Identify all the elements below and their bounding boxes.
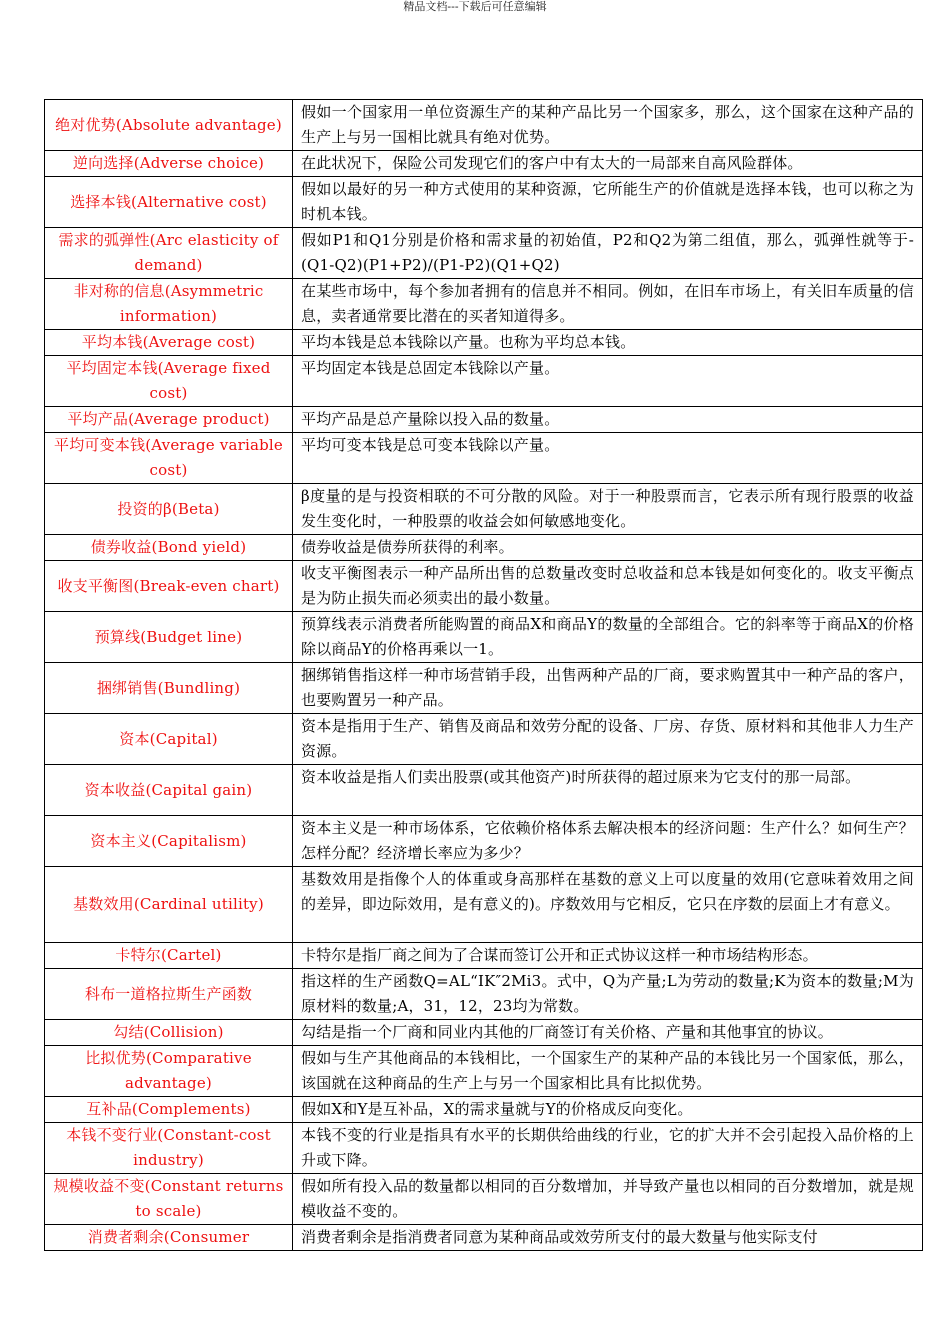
table-row [45,1123,923,1174]
table-row [45,407,923,433]
term-cell: 投资的β(Beta) [45,484,293,535]
table-row [45,561,923,612]
definition-cell: 指这样的生产函数Q=AL“IK″2Mi3。式中，Q为产量;L为劳动的数量;K为资本的数量;M为原材料的数量;A，31，12，23均为常数。 [293,969,923,1020]
definition-cell: 在此状况下，保险公司发现它们的客户中有太大的一局部来自高风险群体。 [293,151,923,177]
definition-cell: 平均可变本钱是总可变本钱除以产量。 [293,433,923,484]
table-row [45,1097,923,1123]
table-row [45,484,923,535]
term-cell: 收支平衡图(Break-even chart) [45,561,293,612]
definition-cell: 基数效用是指像个人的体重或身高那样在基数的意义上可以度量的效用(它意味着效用之间的差异，即边际效用，是有意义的)。序数效用与它相反，它只在序数的层面上才有意义。 [293,867,923,943]
table-row [45,943,923,969]
term-cell: 资本(Capital) [45,714,293,765]
table-row [45,177,923,228]
term-cell: 比拟优势(Comparative advantage) [45,1046,293,1097]
table-row [45,356,923,407]
table-row [45,663,923,714]
term-cell: 捆绑销售(Bundling) [45,663,293,714]
definition-cell: 假如X和Y是互补品，X的需求量就与Y的价格成反向变化。 [293,1097,923,1123]
table-row [45,816,923,867]
table-row [45,714,923,765]
table-row [45,535,923,561]
definition-cell: 假如一个国家用一单位资源生产的某种产品比另一个国家多，那么，这个国家在这种产品的生产上与另一国相比就具有绝对优势。 [293,100,923,151]
term-cell: 基数效用(Cardinal utility) [45,867,293,943]
term-cell: 卡特尔(Cartel) [45,943,293,969]
definition-cell: 捆绑销售指这样一种市场营销手段，出售两种产品的厂商，要求购置其中一种产品的客户，也要购置另一种产品。 [293,663,923,714]
glossary-table [44,99,923,1251]
glossary-body [45,100,923,1251]
term-cell: 规模收益不变(Constant returns to scale) [45,1174,293,1225]
table-row [45,1046,923,1097]
term-cell: 需求的弧弹性(Arc elasticity of demand) [45,228,293,279]
table-row [45,228,923,279]
term-cell: 逆向选择(Adverse choice) [45,151,293,177]
table-row [45,433,923,484]
term-cell: 平均本钱(Average cost) [45,330,293,356]
term-cell: 勾结(Collision) [45,1020,293,1046]
definition-cell: 本钱不变的行业是指具有水平的长期供给曲线的行业，它的扩大并不会引起投入品价格的上升或下降。 [293,1123,923,1174]
term-cell: 绝对优势(Absolute advantage) [45,100,293,151]
definition-cell: 债券收益是债券所获得的利率。 [293,535,923,561]
definition-cell: 假如与生产其他商品的本钱相比，一个国家生产的某种产品的本钱比另一个国家低，那么，该国就在这种商品的生产上与另一个国家相比具有比拟优势。 [293,1046,923,1097]
definition-cell: 卡特尔是指厂商之间为了合谋而签订公开和正式协议这样一种市场结构形态。 [293,943,923,969]
term-cell: 科布一道格拉斯生产函数 [45,969,293,1020]
definition-cell: 资本是指用于生产、销售及商品和效劳分配的设备、厂房、存货、原材料和其他非人力生产资源。 [293,714,923,765]
term-cell: 平均固定本钱(Average fixed cost) [45,356,293,407]
term-cell: 平均可变本钱(Average variable cost) [45,433,293,484]
definition-cell: 平均本钱是总本钱除以产量。也称为平均总本钱。 [293,330,923,356]
term-cell: 互补品(Complements) [45,1097,293,1123]
definition-cell: 假如所有投入品的数量都以相同的百分数增加，并导致产量也以相同的百分数增加，就是规模收益不变的。 [293,1174,923,1225]
definition-cell: 假如以最好的另一种方式使用的某种资源，它所能生产的价值就是选择本钱，也可以称之为时机本钱。 [293,177,923,228]
table-row [45,969,923,1020]
term-cell: 资本主义(Capitalism) [45,816,293,867]
term-cell: 预算线(Budget line) [45,612,293,663]
definition-cell: 勾结是指一个厂商和同业内其他的厂商签订有关价格、产量和其他事宜的协议。 [293,1020,923,1046]
table-row [45,1225,923,1251]
term-cell: 非对称的信息(Asymmetric information) [45,279,293,330]
page-header: 精品文档---下载后可任意编辑 [403,0,547,13]
table-row [45,151,923,177]
term-cell: 本钱不变行业(Constant-cost industry) [45,1123,293,1174]
term-cell: 债券收益(Bond yield) [45,535,293,561]
definition-cell: 在某些市场中，每个参加者拥有的信息并不相同。例如，在旧车市场上，有关旧车质量的信息，卖者通常要比潜在的买者知道得多。 [293,279,923,330]
definition-cell: 预算线表示消费者所能购置的商品X和商品Y的数量的全部组合。它的斜率等于商品X的价格除以商品Y的价格再乘以一1。 [293,612,923,663]
definition-cell: 资本主义是一种市场体系，它依赖价格体系去解决根本的经济问题：生产什么？如何生产？怎样分配？经济增长率应为多少？ [293,816,923,867]
term-cell: 平均产品(Average product) [45,407,293,433]
definition-cell: 收支平衡图表示一种产品所出售的总数量改变时总收益和总本钱是如何变化的。收支平衡点是为防止损失而必须卖出的最小数量。 [293,561,923,612]
table-row [45,1020,923,1046]
table-row [45,100,923,151]
table-row [45,330,923,356]
table-row [45,612,923,663]
definition-cell: 假如P1和Q1分别是价格和需求量的初始值，P2和Q2为第二组值，那么，弧弹性就等于-(Q1-Q2)(P1+P2)/(P1-P2)(Q1+Q2) [293,228,923,279]
table-row [45,867,923,943]
term-cell: 选择本钱(Alternative cost) [45,177,293,228]
definition-cell: 消费者剩余是指消费者同意为某种商品或效劳所支付的最大数量与他实际支付 [293,1225,923,1251]
definition-cell: β度量的是与投资相联的不可分散的风险。对于一种股票而言，它表示所有现行股票的收益发生变化时，一种股票的收益会如何敏感地变化。 [293,484,923,535]
table-row [45,1174,923,1225]
term-cell: 消费者剩余(Consumer [45,1225,293,1251]
term-cell: 资本收益(Capital gain) [45,765,293,816]
table-row [45,765,923,816]
definition-cell: 平均产品是总产量除以投入品的数量。 [293,407,923,433]
definition-cell: 平均固定本钱是总固定本钱除以产量。 [293,356,923,407]
table-row [45,279,923,330]
definition-cell: 资本收益是指人们卖出股票(或其他资产)时所获得的超过原来为它支付的那一局部。 [293,765,923,816]
